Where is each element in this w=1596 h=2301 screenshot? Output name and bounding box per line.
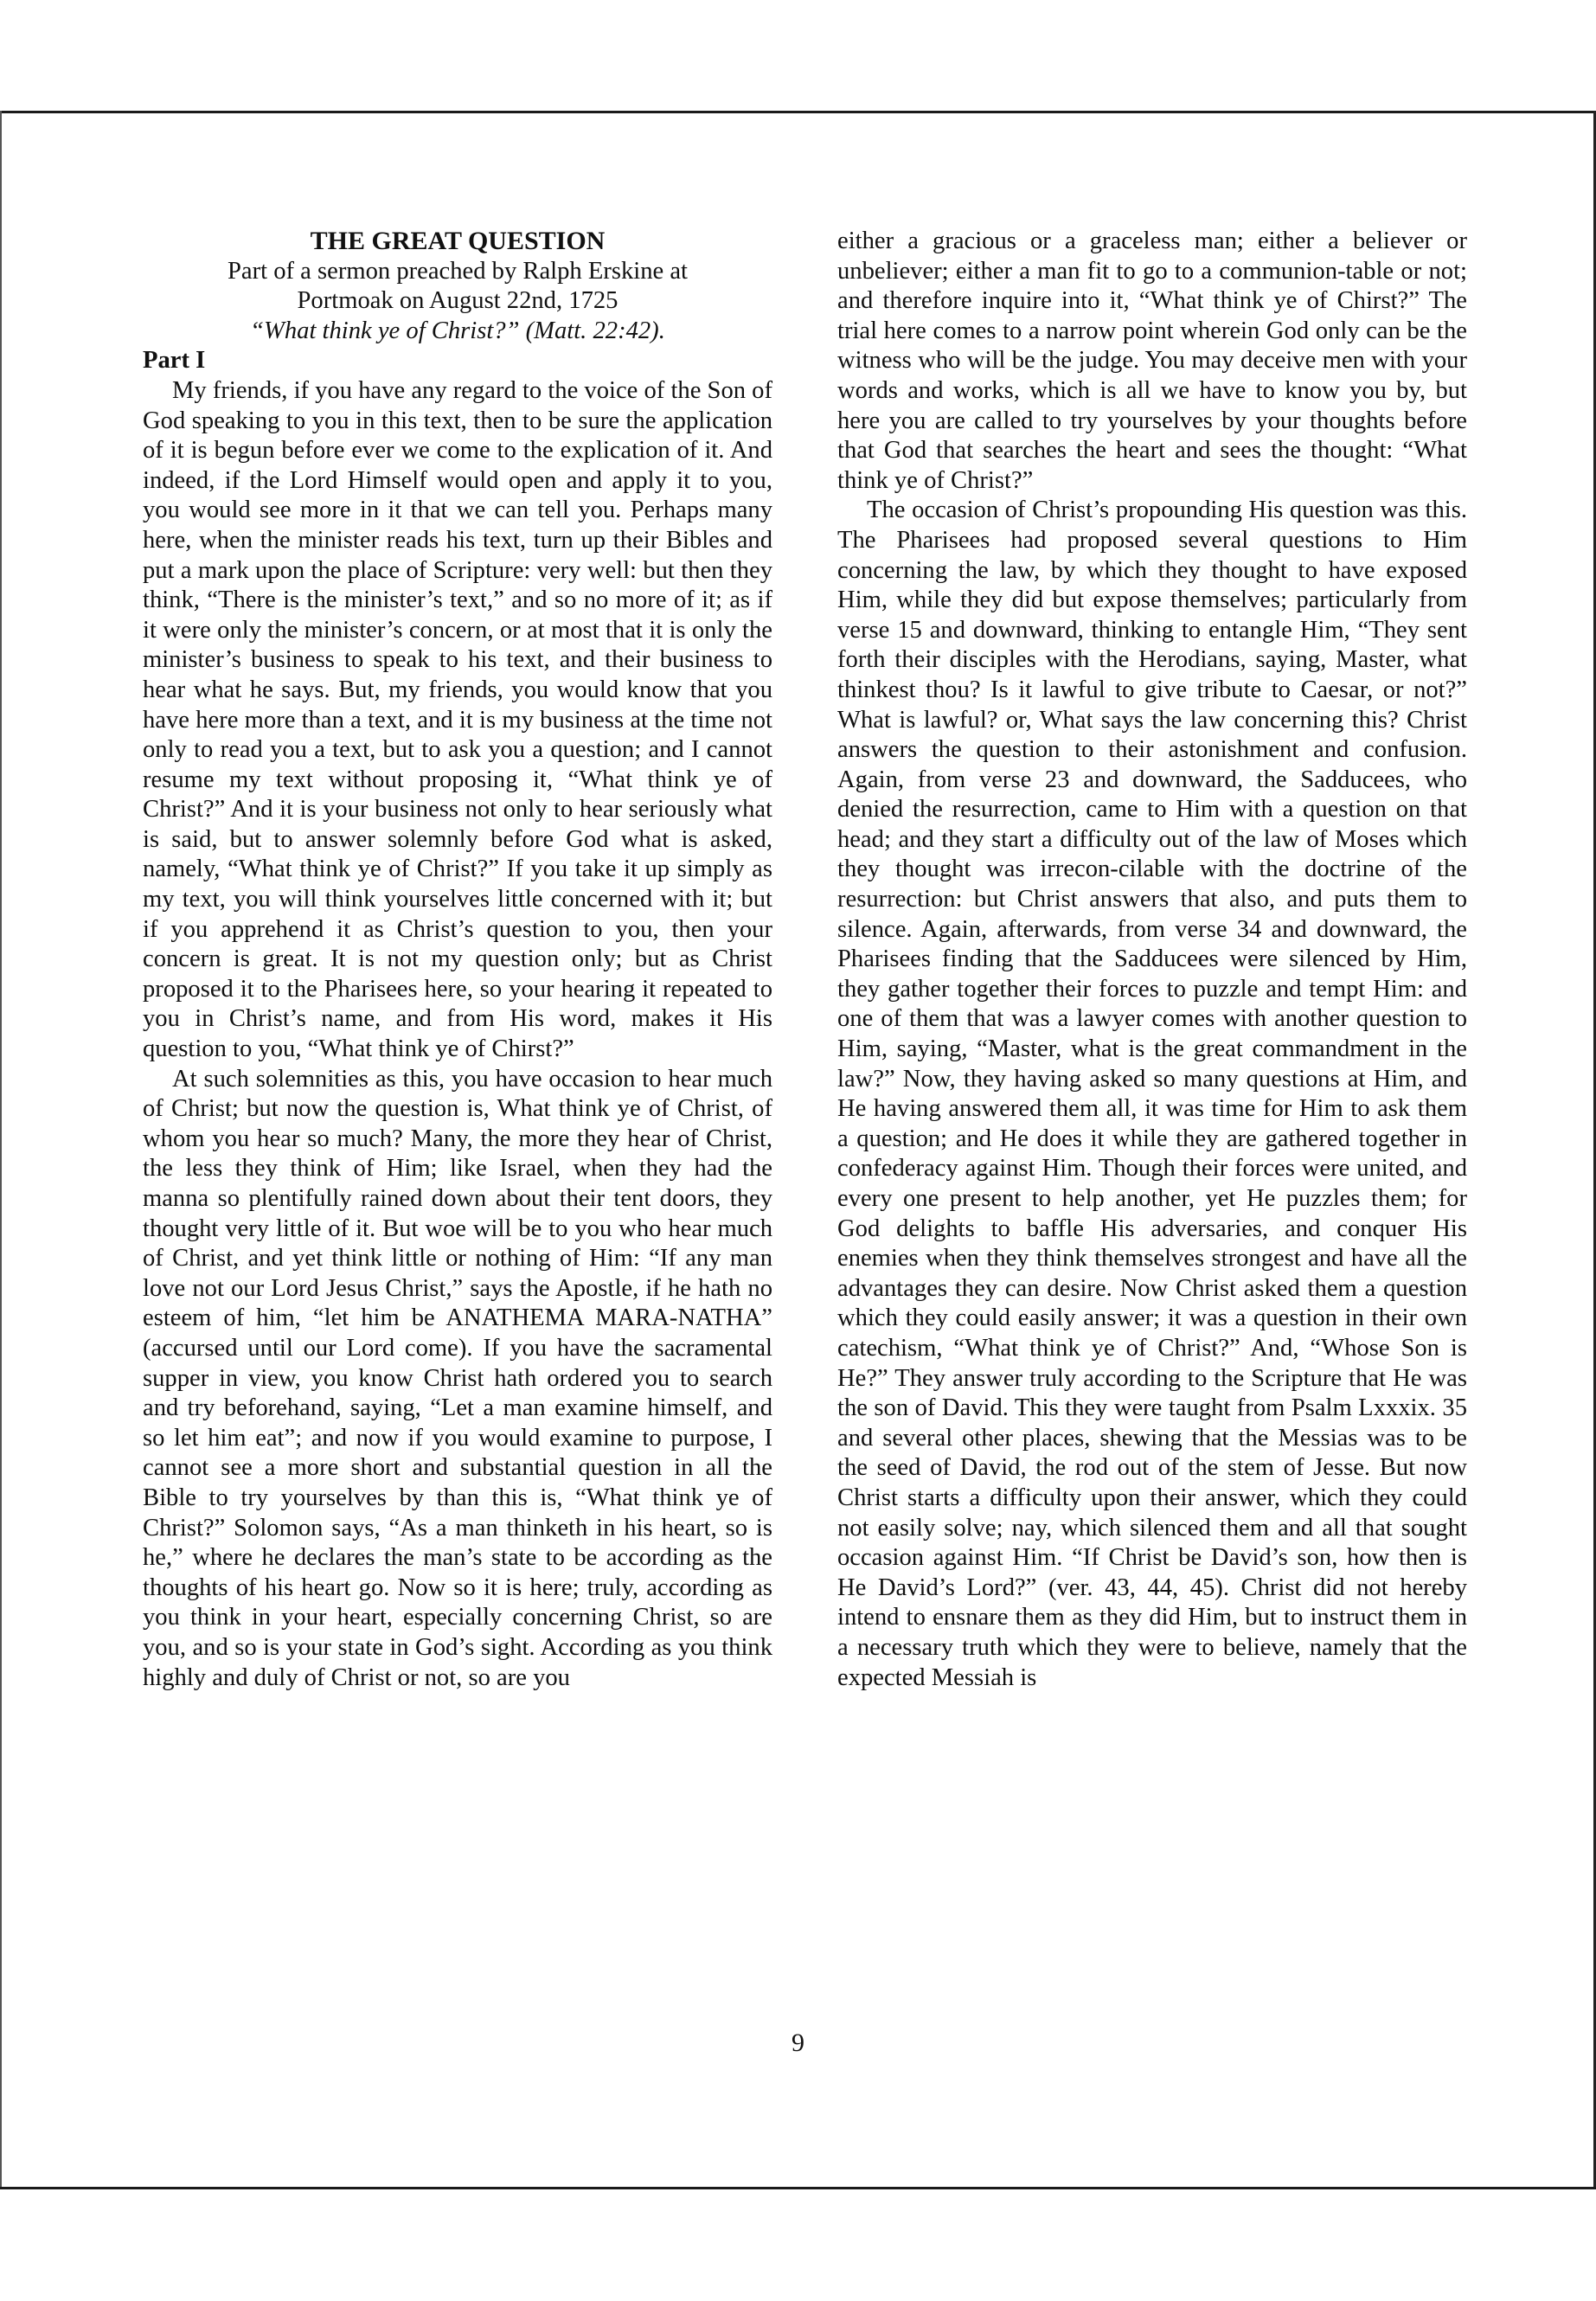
paragraph: At such solemnities as this, you have occasion to hear much of Christ; but now the question is, What think ye of Christ, of whom you hear so much? Many, the more they hear of Christ, the less they think of Him; like Israel, when they had the manna so plentifully rained down about their tent doors, they thought very little of it. But woe will be to you who hear much of Christ, and yet think little or nothing of Him: “If any man love not our Lord Jesus Christ,” says the Apostle, if he hath no esteem of him, “let him be ANATHEMA MARA-NATHA” (accursed until our Lord come). If you have the sacramental supper in view, you know Christ hath ordered you to search and try beforehand, saying, “Let a man examine himself, and so let him eat”; and now if you would examine to purpose, I cannot see a more short and substantial question in all the Bible to try yourselves by than this is, “What think ye of Christ?” Solomon says, “As a man thinketh in his heart, so is he,” where he declares the man’s state to be according as the thoughts of his heart go. Now so it is here; truly, according as you think in your heart, especially concerning Christ, so are you, and so is your state in God’s sight. According as you think highly and duly of Christ or not, so are you xyxy=(143,1065,772,1691)
article-title: THE GREAT QUESTION xyxy=(310,227,606,255)
paragraph: either a gracious or a graceless man; either a believer or unbeliever; either a man fit to go to a communion-table or not; and therefore inquire into it, “What think ye of Chirst?” The trial here comes to a narrow point wherein God only can be the witness who will be the judge. You may deceive men with your words and works, which is all we have to know you by, but here you are called to try yourselves by your thoughts before that God that searches the heart and sees the thought: “What think ye of Christ?” xyxy=(837,228,1467,494)
epigraph: “What think ye of Christ?” (Matt. 22:42). xyxy=(250,317,665,344)
left-column xyxy=(143,227,772,1693)
right-column xyxy=(837,227,1467,1693)
paragraph: My friends, if you have any regard to the voice of the Son of God speaking to you in this text, then to be sure the application of it is begun before ever we come to the explication of it. And indeed, if the Lord Himself would open and apply it to you, you would see more in it that we can tell you. Perhaps many here, when the minister reads his text, turn up their Bibles and put a mark upon the place of Scripture: very well: but then they think, “There is the minister’s text,” and so no more of it; as if it were only the minister’s concern, or at most that it is only the minister’s business to speak to his text, and their business to hear what he says. But, my friends, you would know that you have here more than a text, and it is my business at the time not only to read you a text, but to ask you a question; and I cannot resume my text without proposing it, “What think ye of Christ?” And it is your business not only to hear seriously what is said, but to answer solemnly before God what is asked, namely, “What think ye of Christ?” If you take it up simply as my text, you will think yourselves little concerned with it; but if you apprehend it as Christ’s question to you, then your concern is great. It is not my question only; but as Christ proposed it to the Pharisees here, so your hearing it repeated to you in Christ’s name, and from His word, makes it His question to you, “What think ye of Chirst?” xyxy=(143,376,772,1063)
subtitle-line-1: Part of a sermon preached by Ralph Erskine at xyxy=(228,257,688,285)
scan-edge-top xyxy=(0,111,1596,113)
subtitle-line-2: Portmoak on August 22nd, 1725 xyxy=(297,287,619,315)
page-number: 9 xyxy=(792,2029,804,2057)
paragraph: The occasion of Christ’s propounding His question was this. The Pharisees had proposed several questions to Him concerning the law, by which they thought to have exposed Him, while they did but expose themselves; particularly from verse 15 and downward, thinking to entangle Him, “They sent forth their disciples with the Herodians, saying, Master, what thinkest thou? Is it lawful to give tribute to Caesar, or not?” What is lawful? or, What says the law concerning this? Christ answers the question to their astonishment and confusion. Again, from verse 23 and downward, the Sadducees, who denied the resurrection, came to Him with a question on that head; and they start a difficulty out of the law of Moses which they thought was irrecon-cilable with the doctrine of the resurrection: but Christ answers that also, and puts them to silence. Again, afterwards, from verse 34 and downward, the Pharisees finding that the Sadducees were silenced by Him, they gather together their forces to puzzle and tempt Him: and one of them that was a lawyer comes with another question to Him, saying, “Master, what is the great commandment in the law?” Now, they having asked so many questions at Him, and He having answered them all, it was time for Him to ask them a question; and He does it while they are gathered together in confederacy against Him. Though their forces were united, and every one present to help another, yet He puzzles them; for God delights to baffle His adversaries, and conquer His enemies when they think themselves strongest and have all the advantages they can desire. Now Christ asked them a question which they could easily answer; it was a question in their own catechism, “What think ye of Christ?” And, “Whose Son is He?” They answer truly according to the Scripture that He was the son of David. This they were taught from Psalm Lxxxix. 35 and several other places, shewing that the Messias was to be the seed of David, the rod out of the stem of Jesse. But now Christ starts a difficulty upon their answer, which they could not easily solve; nay, which silenced them and all that sought occasion against Him. “If Christ be David’s son, how then is He David’s Lord?” (ver. 43, 44, 45). Christ did not hereby intend to ensnare them as they did Him, but to instruct them in a necessary truth which they were to believe, namely that the expected Messiah is xyxy=(837,497,1467,1691)
scan-edge-left xyxy=(0,111,2,2189)
scan-edge-bottom xyxy=(0,2187,1596,2189)
section-heading: Part I xyxy=(143,347,206,375)
